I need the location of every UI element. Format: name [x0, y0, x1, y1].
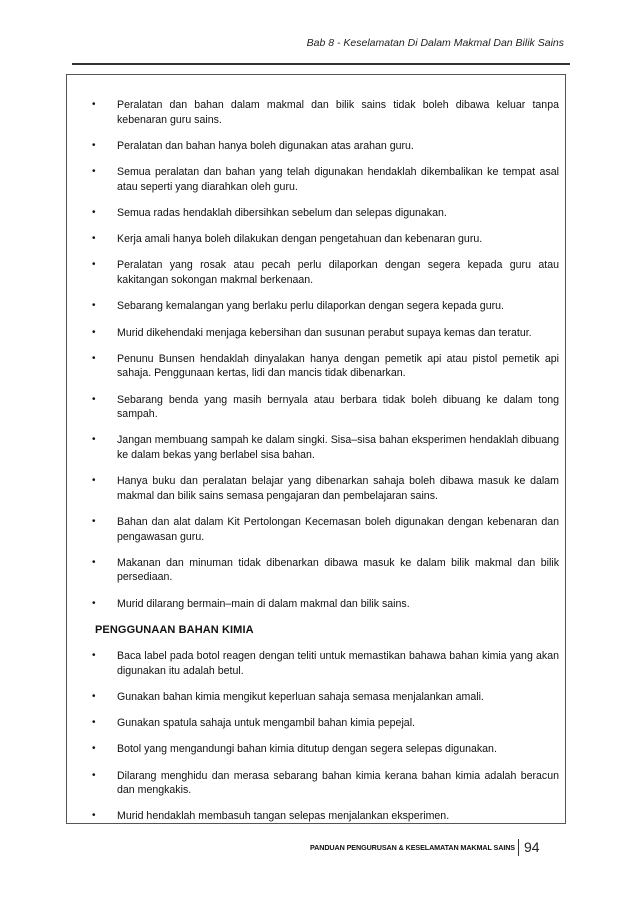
- bullet-icon: •: [92, 475, 96, 487]
- bullet-icon: •: [92, 259, 96, 271]
- list-item: [67, 433, 565, 462]
- list-item: [67, 649, 565, 678]
- list-item-text: Hanya buku dan peralatan belajar yang dibenarkan sahaja boleh dibawa masuk ke dalam makmal dan bilik sains semasa pengajaran dan pembelajaran sains.: [117, 475, 559, 502]
- list-item: [67, 769, 565, 798]
- bullet-icon: •: [92, 352, 96, 364]
- bullet-icon: •: [92, 206, 96, 218]
- bullet-icon: •: [92, 300, 96, 312]
- list-item: [67, 165, 565, 194]
- list-item: [67, 98, 565, 127]
- section-heading: PENGGUNAAN BAHAN KIMIA: [95, 624, 254, 636]
- list-item-text: Sebarang kemalangan yang berlaku perlu dilaporkan dengan segera kepada guru.: [117, 300, 504, 313]
- list-item-text: Murid hendaklah membasuh tangan selepas menjalankan eksperimen.: [117, 810, 450, 823]
- list-item: [67, 597, 565, 612]
- list-item-text: Peralatan dan bahan dalam makmal dan bilik sains tidak boleh dibawa keluar tanpa kebenaran guru sains.: [117, 99, 559, 126]
- list-item: [67, 326, 565, 341]
- footer-divider: [518, 839, 519, 856]
- bullet-icon: •: [92, 233, 96, 245]
- list-item-text: Peralatan dan bahan hanya boleh digunakan atas arahan guru.: [117, 139, 414, 152]
- list-item-text: Bahan dan alat dalam Kit Pertolongan Kecemasan boleh digunakan dengan kebenaran dan pengawasan guru.: [117, 516, 559, 543]
- list-item-text: Makanan dan minuman tidak dibenarkan dibawa masuk ke dalam bilik makmal dan bilik persediaan.: [117, 556, 559, 584]
- list-item: [67, 809, 565, 824]
- bullet-icon: •: [92, 166, 96, 178]
- list-item: [67, 742, 565, 757]
- list-item-text: Gunakan spatula sahaja untuk mengambil bahan kimia pepejal.: [117, 717, 415, 730]
- footer-label: PANDUAN PENGURUSAN & KESELAMATAN MAKMAL SAINS: [310, 842, 516, 852]
- list-item-text: Botol yang mengandungi bahan kimia ditutup dengan segera selepas digunakan.: [117, 743, 497, 756]
- list-item-text: Jangan membuang sampah ke dalam singki. Sisa–sisa bahan eksperimen hendaklah dibuang ke dalam bekas yang berlabel sisa bahan.: [117, 434, 559, 461]
- bullet-icon: •: [92, 516, 96, 528]
- chemical-rules-list: [67, 649, 565, 836]
- bullet-icon: •: [92, 597, 96, 609]
- list-item-text: Dilarang menghidu dan merasa sebarang bahan kimia kerana bahan kimia adalah beracun dan mengkakis.: [117, 769, 559, 797]
- header-divider: [72, 63, 570, 65]
- list-item: [67, 716, 565, 731]
- list-item-text: Sebarang benda yang masih bernyala atau berbara tidak boleh dibuang ke dalam tong sampah.: [117, 393, 559, 421]
- list-item-text: Peralatan yang rosak atau pecah perlu dilaporkan dengan segera kepada guru atau kakitangan sokongan makmal berkenaan.: [117, 259, 559, 286]
- page-footer: [310, 836, 540, 858]
- bullet-icon: •: [92, 99, 96, 110]
- bullet-icon: •: [92, 650, 96, 661]
- list-item-text: Murid dilarang bermain–main di dalam makmal dan bilik sains.: [117, 597, 410, 610]
- list-item: [67, 352, 565, 381]
- list-item: [67, 556, 565, 585]
- list-item: [67, 474, 565, 503]
- main-rules-list: [67, 98, 565, 623]
- bullet-icon: •: [92, 556, 96, 568]
- bullet-icon: •: [92, 139, 96, 151]
- bullet-icon: •: [92, 326, 96, 338]
- list-item-text: Gunakan bahan kimia mengikut keperluan sahaja semasa menjalankan amali.: [117, 690, 484, 703]
- list-item: [67, 393, 565, 422]
- list-item: [67, 299, 565, 314]
- bullet-icon: •: [92, 717, 96, 729]
- list-item: [67, 515, 565, 544]
- bullet-icon: •: [92, 810, 96, 822]
- list-item: [67, 206, 565, 221]
- list-item-text: Kerja amali hanya boleh dilakukan dengan pengetahuan dan kebenaran guru.: [117, 233, 483, 246]
- list-item-text: Penunu Bunsen hendaklah dinyalakan hanya dengan pemetik api atau pistol pemetik api sahaja. Penggunaan kertas, lidi dan mancis tidak dibenarkan.: [117, 352, 559, 380]
- list-item: [67, 232, 565, 247]
- list-item-text: Semua peralatan dan bahan yang telah digunakan hendaklah dikembalikan ke tempat asal atau seperti yang diarahkan oleh guru.: [117, 166, 559, 193]
- list-item-text: Semua radas hendaklah dibersihkan sebelum dan selepas digunakan.: [117, 206, 447, 219]
- bullet-icon: •: [92, 690, 96, 702]
- bullet-icon: •: [92, 743, 96, 755]
- running-header: Bab 8 - Keselamatan Di Dalam Makmal Dan Bilik Sains: [306, 37, 564, 49]
- page-number: 94: [524, 839, 540, 855]
- bullet-icon: •: [92, 434, 96, 446]
- bullet-icon: •: [92, 769, 96, 781]
- rules-box: [66, 74, 566, 824]
- list-item: [67, 690, 565, 705]
- list-item: [67, 139, 565, 154]
- list-item-text: Baca label pada botol reagen dengan teliti untuk memastikan bahawa bahan kimia yang akan digunakan itu adalah betul.: [117, 650, 559, 677]
- list-item-text: Murid dikehendaki menjaga kebersihan dan susunan perabut supaya kemas dan teratur.: [117, 326, 532, 339]
- list-item: [67, 258, 565, 287]
- bullet-icon: •: [92, 393, 96, 405]
